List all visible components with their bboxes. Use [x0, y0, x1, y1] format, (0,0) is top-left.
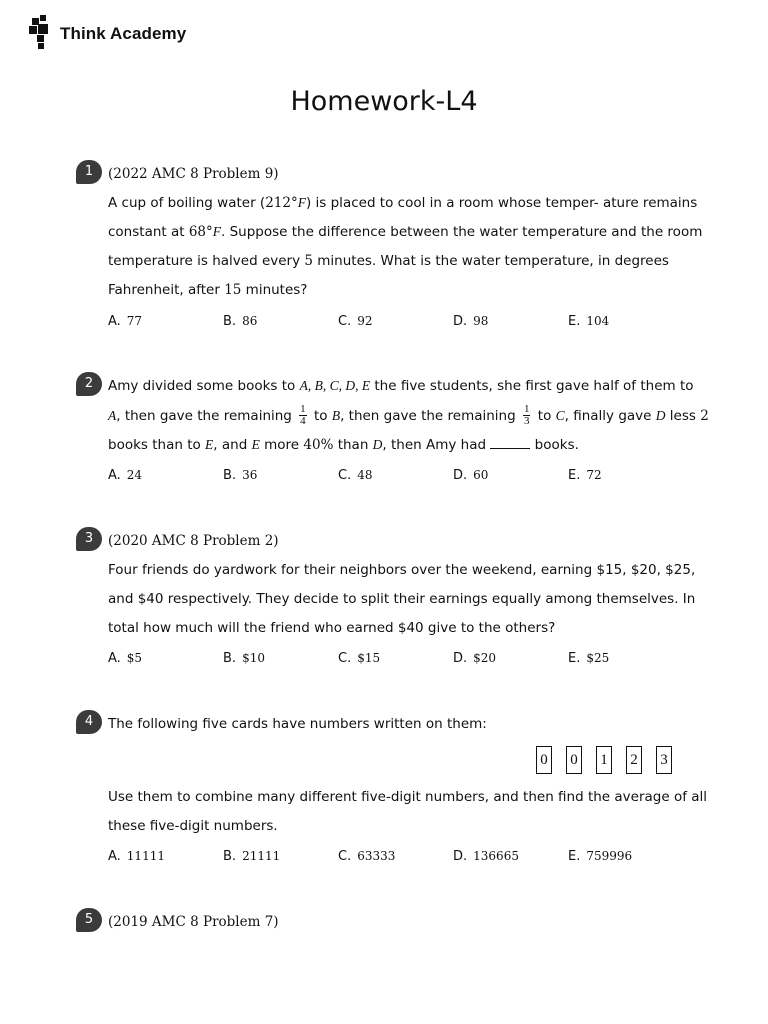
question-text-line: and $40 respectively. They decide to split their earnings equally among themselves. In	[108, 591, 696, 607]
answer-option-a: A. 24	[108, 468, 143, 483]
question-source: (2022 AMC 8 Problem 9)	[108, 166, 279, 182]
answer-option-d: D. 136665	[453, 849, 519, 864]
question-text-line: A cup of boiling water (212°F) is placed to cool in a room whose temper- ature remains	[108, 195, 698, 211]
number-cards	[536, 746, 686, 774]
question-number: 5	[76, 908, 102, 932]
question-text-line: total how much will the friend who earned $40 give to the others?	[108, 620, 556, 636]
question-text-line: these five-digit numbers.	[108, 818, 278, 834]
question-number: 3	[76, 527, 102, 551]
question-number: 1	[76, 160, 102, 184]
answer-option-e: E. $25	[568, 651, 610, 666]
question-text-line: The following five cards have numbers written on them:	[108, 716, 487, 732]
answer-option-e: E. 72	[568, 468, 602, 483]
question-text-line: Four friends do yardwork for their neighbors over the weekend, earning $15, $20, $25,	[108, 562, 696, 578]
number-card: 0	[536, 746, 552, 774]
answer-option-e: E. 759996	[568, 849, 633, 864]
answer-option-b: B. $10	[223, 651, 265, 666]
question-number: 4	[76, 710, 102, 734]
answer-option-b: B. 86	[223, 314, 258, 329]
answer-option-c: C. 48	[338, 468, 373, 483]
answer-option-d: D. 60	[453, 468, 489, 483]
question-number: 2	[76, 372, 102, 396]
answer-option-c: C. $15	[338, 651, 381, 666]
brand-name: Think Academy	[60, 24, 187, 43]
fraction: $\frac{1}{4}$	[300, 402, 306, 427]
answer-option-d: D. $20	[453, 651, 497, 666]
question-text-line: constant at 68°F. Suppose the difference between the water temperature and the room	[108, 224, 703, 240]
answer-blank	[490, 436, 530, 449]
question-text-line: Amy divided some books to A, B, C, D, E the five students, she first gave half of them to	[108, 378, 694, 394]
question-source: (2020 AMC 8 Problem 2)	[108, 533, 279, 549]
answer-option-d: D. 98	[453, 314, 489, 329]
answer-option-b: B. 36	[223, 468, 258, 483]
number-card: 0	[566, 746, 582, 774]
answer-option-a: A. 11111	[108, 849, 165, 864]
answer-option-e: E. 104	[568, 314, 610, 329]
answer-option-c: C. 92	[338, 314, 373, 329]
logo-icon	[28, 14, 54, 50]
question-text-line: books than to E, and E more 40% than D, then Amy had books.	[108, 437, 579, 453]
brand-logo	[28, 14, 186, 50]
answer-option-a: A. $5	[108, 651, 143, 666]
question-text-line: A, then gave the remaining $\frac{1}{4}$ to B, then gave the remaining $\frac{1}{3}$ to C, finally gave D less 2	[108, 402, 709, 427]
question-text-line: Fahrenheit, after 15 minutes?	[108, 282, 308, 298]
page-title: Homework-L4	[290, 86, 478, 117]
number-card: 2	[626, 746, 642, 774]
fraction: $\frac{1}{3}$	[523, 402, 530, 427]
answer-option-a: A. 77	[108, 314, 143, 329]
question-source: (2019 AMC 8 Problem 7)	[108, 914, 279, 930]
answer-option-c: C. 63333	[338, 849, 396, 864]
question-text-line: Use them to combine many different five-digit numbers, and then find the average of all	[108, 789, 708, 805]
number-card: 3	[656, 746, 672, 774]
answer-option-b: B. 21111	[223, 849, 281, 864]
number-card: 1	[596, 746, 612, 774]
question-text-line: temperature is halved every 5 minutes. What is the water temperature, in degrees	[108, 253, 669, 269]
